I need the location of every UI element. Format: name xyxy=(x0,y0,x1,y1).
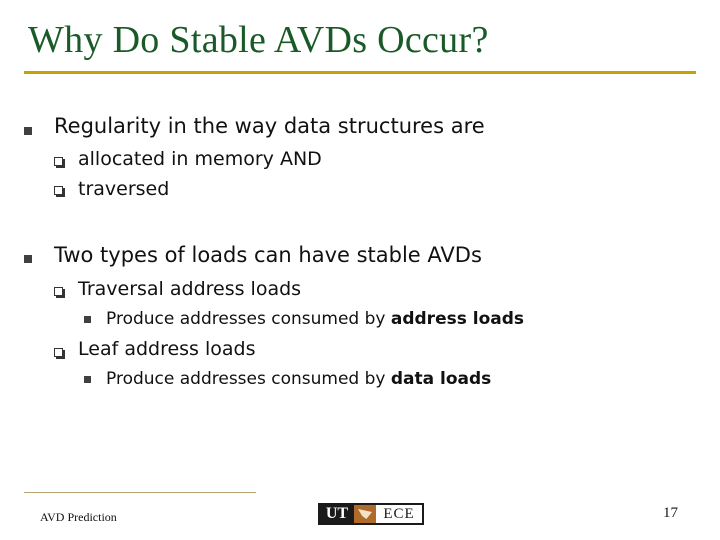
subitem-allocated: allocated in memory AND xyxy=(78,148,322,170)
slide-title: Why Do Stable AVDs Occur? xyxy=(28,19,489,61)
bullet-marker xyxy=(24,127,32,135)
title-divider xyxy=(24,71,696,74)
checkbox-bullet-icon xyxy=(54,348,63,357)
longhorn-icon xyxy=(354,505,376,523)
checkbox-bullet-icon xyxy=(54,287,63,296)
ut-ece-logo xyxy=(318,503,424,525)
bullet-marker xyxy=(84,316,91,323)
detail-leaf: Produce addresses consumed by data loads xyxy=(106,369,492,389)
bullet-regularity: Regularity in the way data structures are xyxy=(54,114,485,138)
subitem-traversal-loads: Traversal address loads xyxy=(78,278,302,300)
subitem-leaf-loads: Leaf address loads xyxy=(78,338,256,360)
bullet-marker xyxy=(24,255,32,263)
checkbox-bullet-icon xyxy=(54,157,63,166)
bullet-marker xyxy=(84,376,91,383)
page-number: 17 xyxy=(663,505,678,521)
bullet-two-types: Two types of loads can have stable AVDs xyxy=(54,243,482,267)
footer-title: AVD Prediction xyxy=(40,510,117,524)
checkbox-bullet-icon xyxy=(54,186,63,195)
detail-traversal: Produce addresses consumed by address loads xyxy=(106,309,525,329)
subitem-traversed: traversed xyxy=(78,178,170,200)
logo-ece-text: ECE xyxy=(376,505,422,523)
footer-divider xyxy=(24,492,256,493)
logo-ut-text: UT xyxy=(320,505,354,523)
